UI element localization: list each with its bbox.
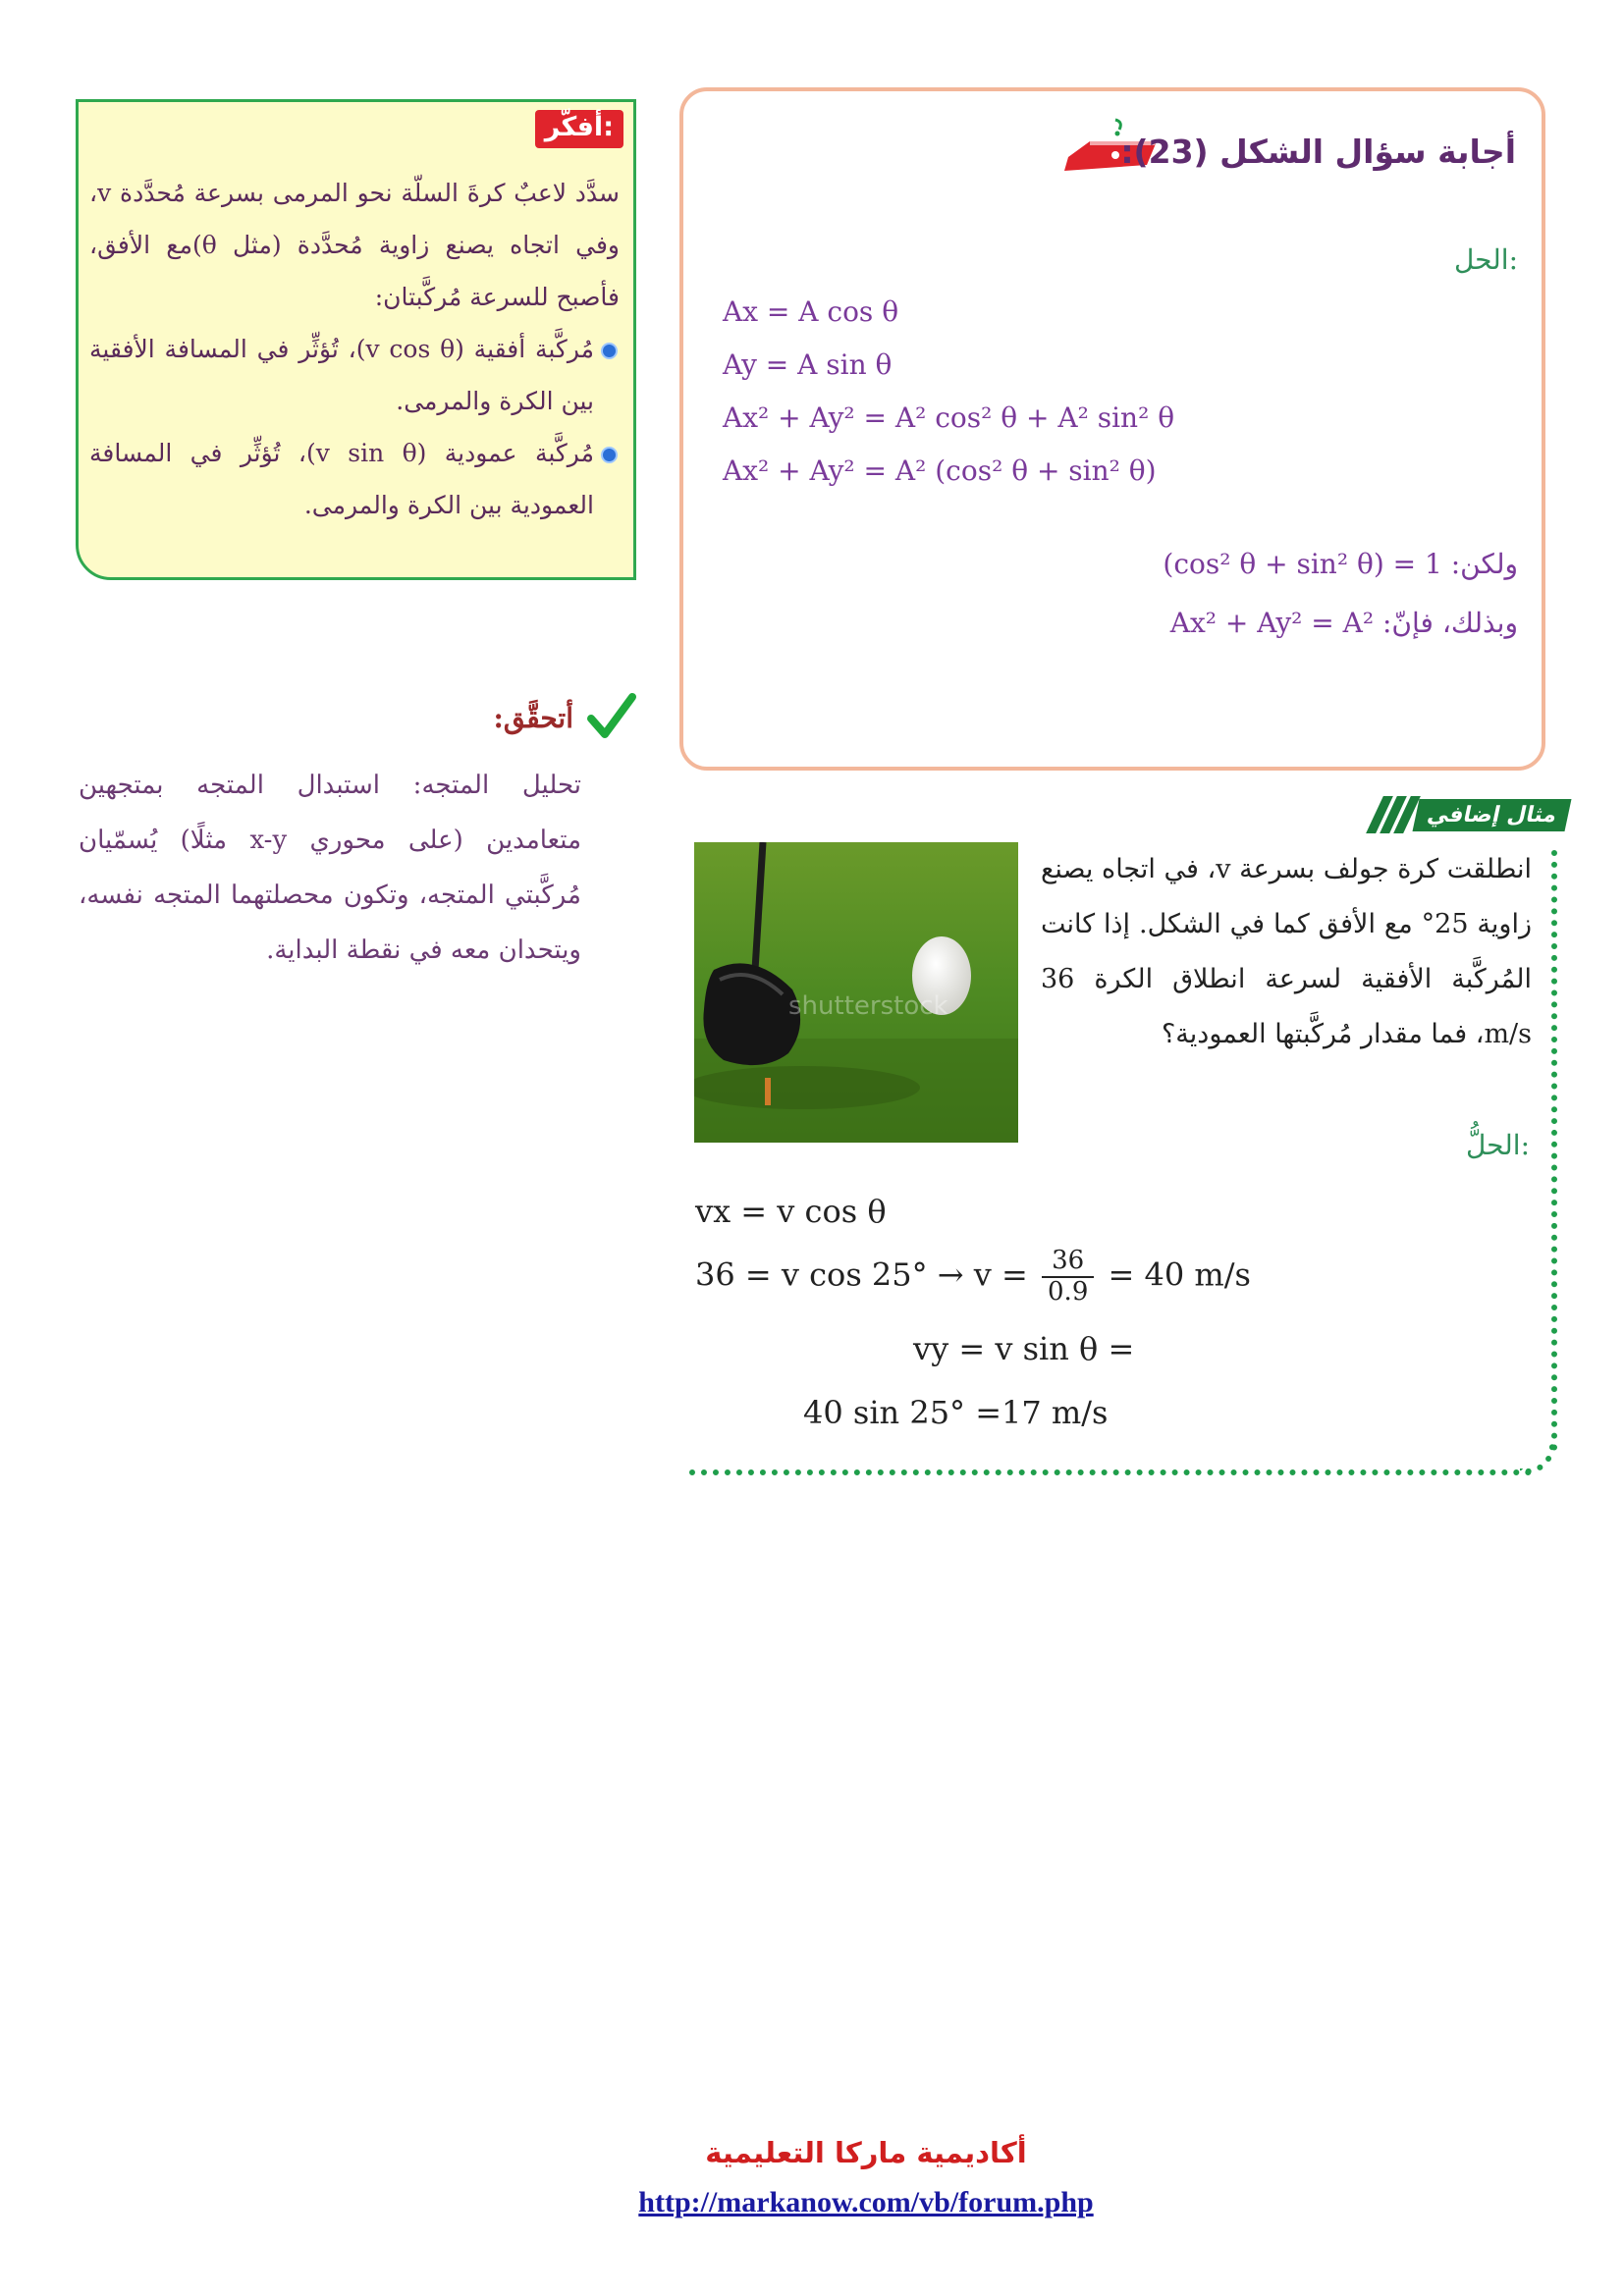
- solution-fraction: [1042, 1247, 1094, 1308]
- fraction-numerator: 36: [1042, 1247, 1094, 1278]
- solution-v: [695, 1247, 1251, 1308]
- think-bullet-horizontal: مُركَّبة أفقية (v cos θ)، تُؤثِّر في المسافة الأفقية بين الكرة والمرمى.: [89, 323, 620, 427]
- think-intro: سدَّد لاعبٌ كرةَ السلّة نحو المرمى بسرعة مُحدَّدة v، وفي اتجاه يصنع زاوية مُحدَّدة (مثل θ)مع الأفق، فأصبح للسرعة مُركَّبتان:: [89, 179, 620, 311]
- golf-image: [694, 842, 1018, 1143]
- think-bullet-vertical: مُركَّبة عمودية (v sin θ)، تُؤثِّر في المسافة العمودية بين الكرة والمرمى.: [89, 427, 620, 531]
- solution-v-right: = 40 m/s: [1108, 1255, 1251, 1294]
- answer-equations: [723, 286, 1174, 498]
- think-box: [76, 99, 636, 580]
- result-equation: Ax² + Ay² = A²: [1169, 607, 1375, 639]
- equation-ax: Ax = A cos θ: [723, 295, 899, 328]
- equation-ay: Ay = A sin θ: [723, 348, 893, 381]
- identity-equation: (cos² θ + sin² θ) = 1: [1163, 548, 1442, 580]
- answer-title: أجابة سؤال الشكل (23):: [1120, 133, 1516, 171]
- verify-text: تحليل المتجه: استبدال المتجه بمتجهين متعامدين (على محوري x-y مثلًا) يُسمّيان مُركَّبتي المتجه، وتكون محصلتهما المتجه نفسه، ويتحدان معه في نقطة البداية.: [79, 771, 581, 965]
- dotted-border-bottom: [689, 1469, 1532, 1475]
- think-tag: أفكّر:: [535, 110, 623, 148]
- fraction-denominator: 0.9: [1048, 1276, 1089, 1307]
- think-text: [89, 167, 620, 531]
- dotted-border-corner: [1520, 1443, 1555, 1474]
- dotted-border-right: [1551, 850, 1557, 1451]
- extra-example-label: مثال إضافي: [1412, 799, 1571, 831]
- verify-heading: [494, 691, 639, 744]
- equation-sum-expanded: Ax² + Ay² = A² cos² θ + A² sin² θ: [723, 401, 1175, 434]
- verify-title: أتحقَّق:: [493, 701, 573, 734]
- result-line: [1170, 607, 1518, 639]
- thus-label: وبذلك، فإنّ:: [1382, 607, 1518, 639]
- extra-example-tag: [1375, 796, 1560, 833]
- watermark-text: shutterstock: [788, 991, 948, 1021]
- example-solution-label: الحلُّ:: [1465, 1129, 1530, 1161]
- solution-v-left: 36 = v cos 25° → v =: [695, 1255, 1028, 1294]
- solution-vx: vx = v cos θ: [695, 1193, 887, 1230]
- identity-line: [1163, 548, 1518, 580]
- footer-link[interactable]: http://markanow.com/vb/forum.php: [638, 2186, 1094, 2218]
- footer-title: أكاديمية ماركا التعليمية: [705, 2136, 1027, 2169]
- equation-sum-factored: Ax² + Ay² = A² (cos² θ + sin² θ): [723, 454, 1157, 487]
- answer-solution-label: الحل:: [1453, 243, 1518, 276]
- solution-vy-value: 40 sin 25° =17 m/s: [803, 1394, 1109, 1431]
- tag-stripes: [1375, 796, 1412, 833]
- solution-vy: vy = v sin θ =: [913, 1330, 1135, 1367]
- example-question: انطلقت كرة جولف بسرعة v، في اتجاه يصنع زاوية 25° مع الأفق كما في الشكل. إذا كانت المُركَّبة الأفقية لسرعة انطلاق الكرة 36 m/s، فما مقدار مُركَّبتها العمودية؟: [1041, 854, 1532, 1049]
- but-label: ولكن:: [1450, 548, 1518, 580]
- answer-box: [679, 87, 1545, 771]
- checkmark-icon: [585, 691, 638, 744]
